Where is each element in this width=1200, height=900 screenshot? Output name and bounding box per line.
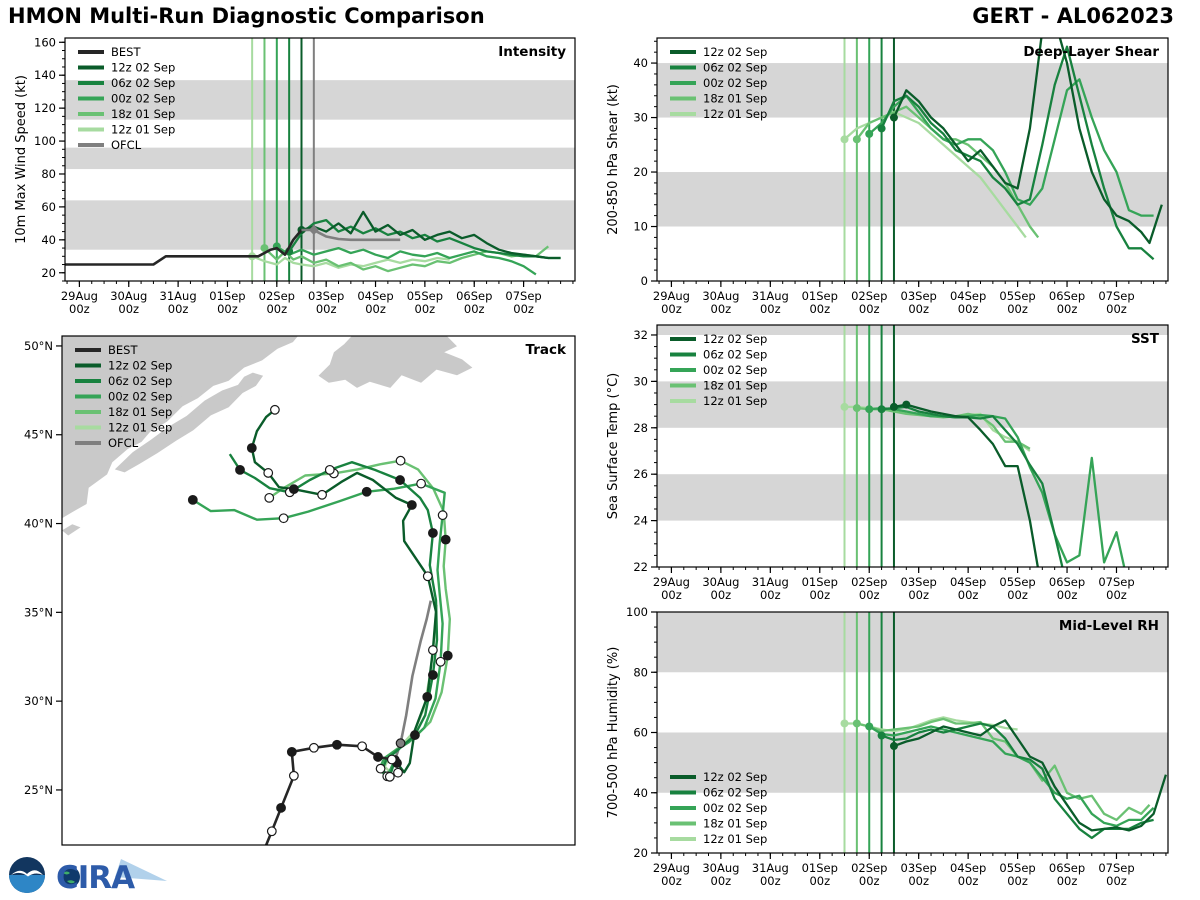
track-point-open — [388, 755, 397, 764]
x-tick-date: 04Sep — [949, 861, 987, 875]
x-tick-date: 02Sep — [851, 289, 888, 303]
init-marker — [902, 401, 910, 409]
x-tick-date: 05Sep — [406, 289, 444, 303]
legend — [78, 45, 175, 152]
x-tick-date: 01Sep — [801, 289, 838, 303]
y-tick-label: 20 — [41, 265, 56, 280]
x-tick-hour: 00z — [908, 588, 930, 602]
x-tick-hour: 00z — [710, 302, 732, 316]
legend-label: 00z 02 Sep — [703, 801, 768, 815]
intensity-panel — [0, 30, 600, 330]
x-tick-date: 29Aug — [652, 861, 690, 875]
panel-corner-label: Mid-Level RH — [1058, 618, 1159, 634]
noaa-logo — [8, 856, 46, 894]
x-tick-date: 31Aug — [751, 575, 789, 589]
track-point-open — [318, 491, 327, 500]
legend-label: 06z 02 Sep — [703, 785, 768, 800]
x-tick-hour: 00z — [908, 302, 930, 316]
x-tick-date: 31Aug — [751, 289, 789, 303]
legend-label: 12z 01 Sep — [703, 832, 768, 846]
track-point-open — [386, 772, 395, 781]
track-point-open — [271, 406, 280, 415]
legend-label: 06z 02 Sep — [108, 374, 173, 388]
track-point-open — [423, 572, 432, 581]
x-tick-date: 30Aug — [702, 289, 740, 303]
init-marker — [890, 403, 898, 411]
init-marker — [853, 719, 861, 727]
x-tick-date: 07Sep — [1098, 575, 1135, 589]
track-point-open — [429, 646, 438, 655]
y-tick-label: 0 — [640, 274, 648, 288]
track-point-filled — [248, 444, 257, 453]
track-point-filled — [236, 466, 245, 475]
x-tick-date: 31Aug — [159, 289, 197, 303]
legend-label: 00z 02 Sep — [703, 363, 768, 377]
x-tick-hour: 00z — [809, 874, 831, 888]
x-tick-hour: 00z — [513, 302, 534, 316]
y-axis-label: 700-500 hPa Humidity (%) — [606, 646, 621, 819]
track-point-filled — [189, 496, 198, 505]
x-tick-date: 02Sep — [851, 575, 888, 589]
lat-tick-label: 30°N — [24, 694, 53, 709]
legend-label: 12z 01 Sep — [703, 107, 768, 121]
cira-logo-text: CIRA — [56, 860, 135, 895]
lat-tick-label: 40°N — [24, 516, 53, 531]
y-axis-label: Sea Surface Temp (°C) — [606, 372, 621, 520]
init-marker — [841, 719, 849, 727]
init-marker — [878, 732, 886, 740]
x-tick-hour: 00z — [759, 874, 781, 888]
track-point-filled — [429, 671, 438, 680]
panel-corner-label: Intensity — [498, 44, 566, 60]
track-point-filled — [277, 804, 286, 813]
track-point-filled — [429, 529, 438, 538]
lat-tick-label: 25°N — [24, 782, 53, 797]
y-tick-label: 22 — [633, 560, 648, 574]
y-tick-label: 160 — [34, 35, 56, 50]
track-point-open — [396, 456, 405, 465]
legend-label: 12z 02 Sep — [703, 332, 768, 346]
y-tick-label: 30 — [633, 374, 648, 389]
x-tick-hour: 00z — [858, 874, 880, 888]
x-tick-date: 01Sep — [801, 575, 838, 589]
x-tick-date: 30Aug — [702, 861, 740, 875]
shaded-band — [657, 474, 1168, 520]
x-tick-date: 07Sep — [1098, 861, 1135, 875]
x-tick-date: 03Sep — [900, 575, 937, 589]
x-tick-hour: 00z — [266, 302, 288, 316]
x-tick-hour: 00z — [957, 588, 979, 602]
x-tick-date: 29Aug — [652, 575, 690, 589]
y-tick-label: 80 — [41, 166, 56, 181]
x-tick-date: 04Sep — [949, 289, 987, 303]
x-tick-hour: 00z — [1106, 302, 1127, 316]
legend-label: 18z 01 Sep — [108, 405, 173, 419]
cira-logo — [55, 855, 173, 895]
init-marker — [853, 135, 861, 143]
x-tick-date: 04Sep — [357, 289, 394, 303]
x-tick-date: 05Sep — [999, 575, 1036, 589]
shaded-band — [65, 200, 575, 249]
x-tick-hour: 00z — [661, 874, 682, 888]
legend-label: 18z 01 Sep — [703, 91, 768, 106]
deep-layer-shear-panel — [600, 30, 1200, 330]
init-marker — [865, 130, 873, 138]
logo-row — [8, 854, 173, 896]
y-tick-label: 10 — [633, 219, 648, 234]
x-tick-date: 03Sep — [900, 861, 937, 875]
panel-sst-svg — [600, 318, 1200, 605]
x-tick-date: 04Sep — [949, 575, 987, 589]
x-tick-hour: 00z — [957, 302, 979, 316]
panel-corner-label: Deep-Layer Shear — [1023, 44, 1159, 60]
legend-label: 12z 01 Sep — [111, 122, 176, 137]
track-point-open — [376, 764, 385, 773]
legend-label: 12z 02 Sep — [703, 45, 768, 59]
y-tick-label: 32 — [633, 327, 648, 342]
track-point-open — [417, 479, 426, 488]
x-tick-hour: 00z — [1056, 302, 1078, 316]
x-tick-hour: 00z — [1106, 874, 1127, 888]
x-tick-date: 29Aug — [60, 289, 98, 303]
x-tick-hour: 00z — [809, 588, 831, 602]
panel-rh-svg — [600, 605, 1200, 900]
track-point-filled — [374, 753, 383, 762]
legend-label: 06z 02 Sep — [703, 347, 768, 362]
legend-label: 12z 02 Sep — [108, 358, 173, 373]
track-point-open — [438, 511, 447, 520]
y-tick-label: 24 — [633, 513, 648, 528]
landmass — [319, 336, 473, 388]
x-tick-hour: 00z — [217, 302, 238, 316]
x-tick-date: 02Sep — [851, 861, 888, 875]
init-marker — [865, 722, 873, 730]
x-tick-date: 01Sep — [209, 289, 246, 303]
y-tick-label: 20 — [633, 846, 648, 860]
track-point-filled — [411, 731, 420, 740]
track-point-filled — [408, 501, 417, 510]
panel-intensity-svg — [0, 30, 600, 330]
x-tick-hour: 00z — [759, 588, 781, 602]
init-marker — [890, 742, 898, 750]
track-point-filled — [443, 651, 452, 660]
y-tick-label: 40 — [633, 785, 648, 800]
track-point-filled — [441, 535, 450, 544]
x-tick-date: 30Aug — [702, 575, 740, 589]
x-tick-hour: 00z — [957, 874, 979, 888]
y-tick-label: 40 — [41, 232, 56, 247]
y-tick-label: 60 — [633, 725, 648, 740]
track-point-open — [265, 494, 274, 503]
init-marker — [841, 135, 849, 143]
track-point-open — [436, 657, 445, 666]
init-marker — [878, 405, 886, 413]
x-tick-hour: 00z — [1106, 588, 1127, 602]
track-point-filled — [423, 693, 432, 702]
lat-tick-label: 50°N — [24, 338, 53, 353]
x-tick-hour: 00z — [463, 302, 485, 316]
init-marker — [878, 124, 886, 132]
legend-label: 00z 02 Sep — [111, 91, 176, 106]
x-tick-hour: 00z — [1056, 874, 1078, 888]
x-tick-date: 07Sep — [505, 289, 542, 303]
legend-label: BEST — [108, 343, 138, 357]
x-tick-hour: 00z — [1007, 588, 1028, 602]
legend-label: 18z 01 Sep — [703, 816, 768, 831]
x-tick-date: 01Sep — [801, 861, 838, 875]
legend-label: 12z 01 Sep — [108, 420, 173, 435]
y-axis-label: 200-850 hPa Shear (kt) — [606, 84, 621, 235]
track-point-open — [268, 827, 277, 836]
y-axis-label: 10m Max Wind Speed (kt) — [14, 75, 29, 244]
legend-label: 12z 01 Sep — [703, 394, 768, 408]
x-tick-hour: 00z — [118, 302, 140, 316]
x-tick-hour: 00z — [414, 302, 436, 316]
x-tick-date: 06Sep — [456, 289, 493, 303]
y-tick-label: 100 — [34, 134, 56, 149]
track-run-00z02sep — [193, 484, 445, 777]
track-point-filled — [288, 748, 297, 757]
init-marker — [841, 403, 849, 411]
track-point-open — [290, 771, 299, 780]
track-point-filled — [396, 476, 405, 485]
y-tick-label: 120 — [34, 101, 56, 116]
y-tick-label: 140 — [34, 68, 56, 83]
track-point-open — [325, 466, 334, 475]
track-point-filled — [333, 740, 342, 749]
x-tick-hour: 00z — [365, 302, 386, 316]
track-point-filled — [362, 487, 371, 496]
x-tick-hour: 00z — [661, 588, 682, 602]
track-point-open — [279, 514, 288, 523]
x-tick-hour: 00z — [759, 302, 781, 316]
x-tick-date: 30Aug — [110, 289, 148, 303]
y-tick-label: 100 — [626, 605, 648, 619]
x-tick-hour: 00z — [710, 588, 732, 602]
y-tick-label: 26 — [633, 467, 648, 482]
legend-label: 06z 02 Sep — [703, 60, 768, 75]
x-tick-date: 05Sep — [999, 861, 1036, 875]
legend-label: OFCL — [111, 138, 142, 152]
y-tick-label: 30 — [633, 110, 648, 125]
track-point-open — [310, 743, 319, 752]
x-tick-hour: 00z — [315, 302, 337, 316]
legend-label: OFCL — [108, 436, 139, 450]
shaded-band — [657, 172, 1168, 226]
legend-label: BEST — [111, 45, 141, 59]
track-map-panel — [0, 320, 600, 855]
mid-level-rh-panel — [600, 605, 1200, 900]
sst-panel — [600, 318, 1200, 605]
x-tick-date: 03Sep — [308, 289, 345, 303]
x-tick-hour: 00z — [1007, 874, 1028, 888]
panel-corner-label: SST — [1130, 331, 1159, 347]
x-tick-hour: 00z — [710, 874, 732, 888]
track-point-filled — [290, 485, 299, 494]
legend-label: 06z 02 Sep — [111, 76, 176, 90]
x-tick-date: 06Sep — [1048, 289, 1086, 303]
legend-label: 00z 02 Sep — [703, 76, 768, 90]
x-tick-hour: 00z — [1056, 588, 1078, 602]
panel-corner-label: Track — [525, 342, 566, 358]
lat-tick-label: 35°N — [24, 605, 53, 620]
y-tick-label: 20 — [633, 165, 648, 180]
y-tick-label: 28 — [633, 420, 648, 435]
x-tick-hour: 00z — [858, 588, 880, 602]
x-tick-hour: 00z — [69, 302, 90, 316]
storm-title: GERT - AL062023 — [972, 4, 1174, 28]
x-tick-date: 06Sep — [1048, 575, 1086, 589]
y-tick-label: 60 — [41, 199, 56, 214]
legend-label: 12z 02 Sep — [111, 60, 176, 75]
y-tick-label: 40 — [633, 56, 648, 71]
x-tick-date: 02Sep — [258, 289, 295, 303]
track-point-filled — [396, 739, 405, 748]
y-tick-label: 80 — [633, 665, 648, 680]
figure-title: HMON Multi-Run Diagnostic Comparison — [8, 4, 485, 28]
x-tick-hour: 00z — [908, 874, 930, 888]
x-tick-hour: 00z — [167, 302, 189, 316]
track-point-open — [358, 742, 367, 751]
legend-label: 18z 01 Sep — [703, 378, 768, 393]
x-tick-hour: 00z — [858, 302, 880, 316]
x-tick-hour: 00z — [1007, 302, 1028, 316]
shaded-band — [65, 148, 575, 169]
x-tick-date: 29Aug — [652, 289, 690, 303]
lat-tick-label: 45°N — [24, 427, 53, 442]
panel-track-svg — [0, 320, 600, 855]
legend-label: 00z 02 Sep — [108, 389, 173, 404]
landmass — [62, 524, 81, 535]
x-tick-date: 31Aug — [751, 861, 789, 875]
track-point-open — [394, 768, 403, 777]
init-marker — [853, 404, 861, 412]
x-tick-date: 07Sep — [1098, 289, 1135, 303]
x-tick-hour: 00z — [661, 302, 682, 316]
x-tick-date: 03Sep — [900, 289, 937, 303]
legend-label: 12z 02 Sep — [703, 770, 768, 784]
panel-shear-svg — [600, 30, 1200, 330]
x-tick-date: 06Sep — [1048, 861, 1086, 875]
init-marker — [865, 405, 873, 413]
x-tick-hour: 00z — [809, 302, 831, 316]
init-marker — [890, 114, 898, 122]
legend-label: 18z 01 Sep — [111, 107, 176, 121]
x-tick-date: 05Sep — [999, 289, 1036, 303]
track-point-open — [264, 469, 273, 478]
